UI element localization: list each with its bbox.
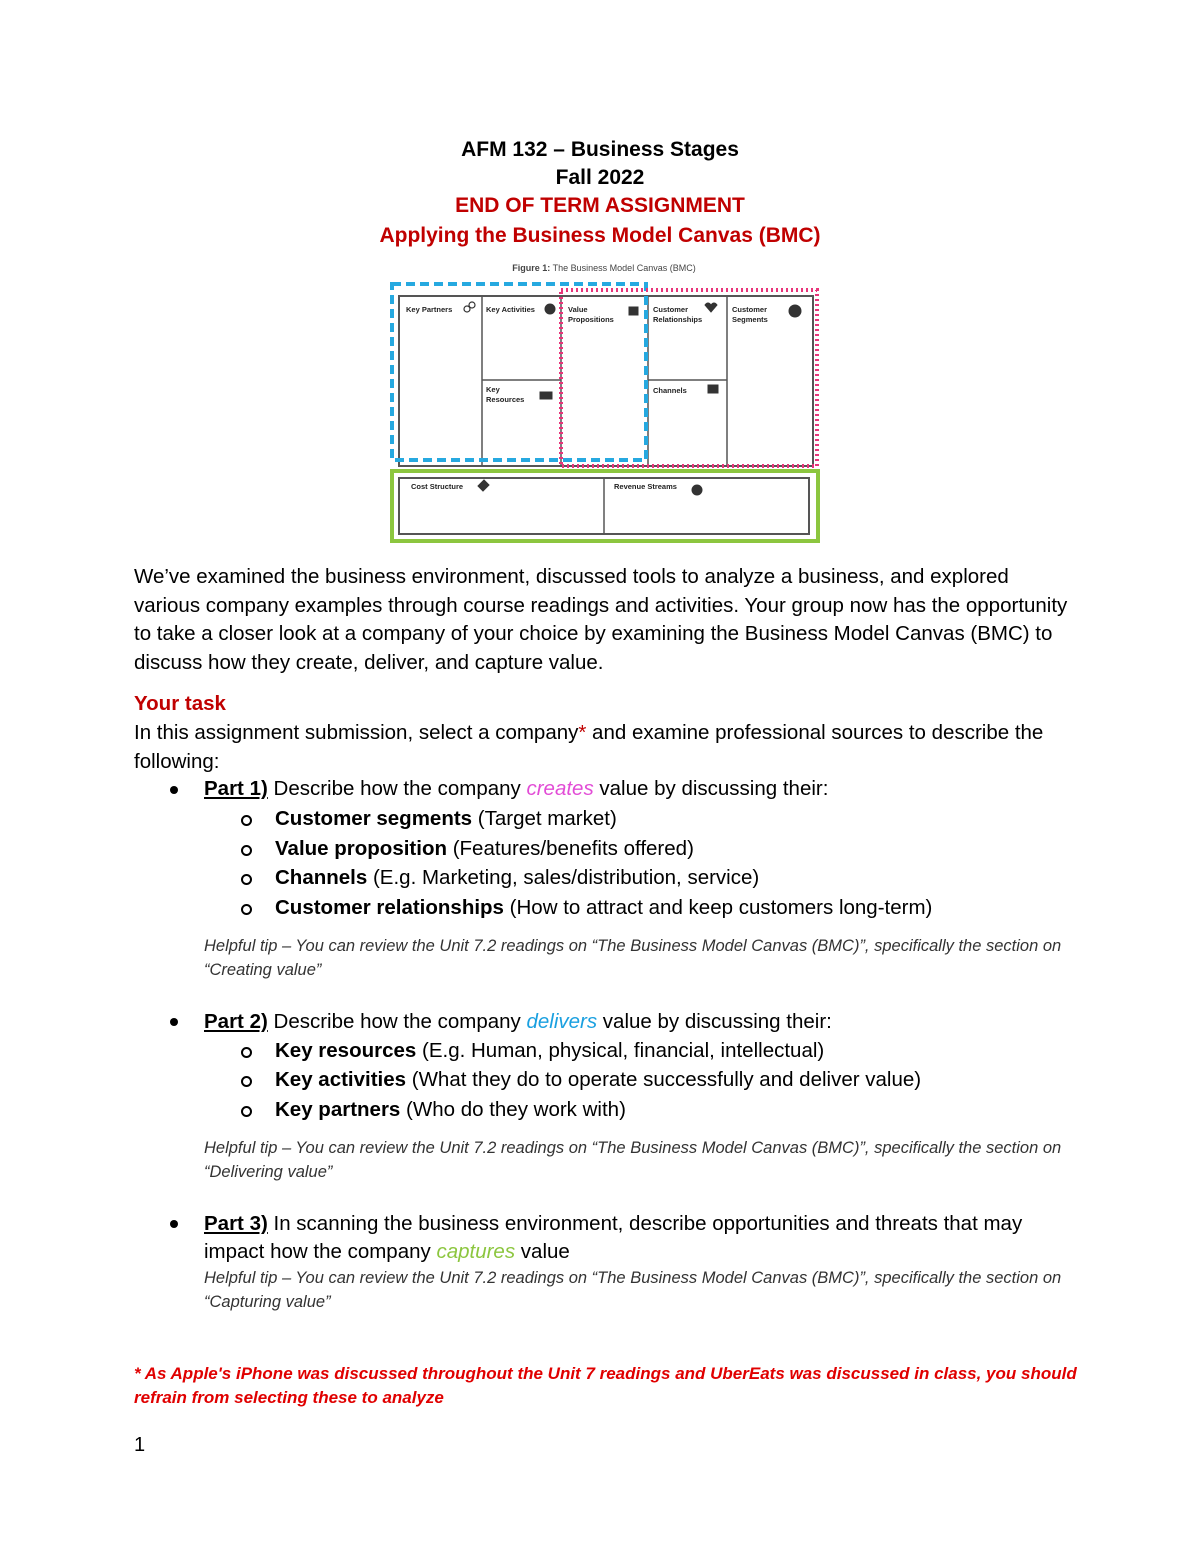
part1-item: Channels (E.g. Marketing, sales/distribution, service) bbox=[275, 866, 760, 889]
key-partners-label: Key Partners bbox=[406, 305, 453, 314]
value-propositions-label: Value bbox=[568, 305, 588, 314]
part1-line: Part 1) Describe how the company creates value by discussing their: bbox=[204, 777, 829, 800]
customer-relationships-label: Customer bbox=[653, 305, 689, 314]
task-intro: In this assignment submission, select a company* and examine professional sources to describe the following: bbox=[134, 721, 1044, 773]
part1-item: Value proposition (Features/benefits offered) bbox=[275, 837, 694, 860]
customer-relationships-label-2: Relationships bbox=[653, 315, 703, 324]
key-activities-label: Key Activities bbox=[486, 305, 535, 314]
footnote: * As Apple's iPhone was discussed throughout the Unit 7 readings and UberEats was discussed in class, you should refrain from selecting these to analyze bbox=[134, 1364, 1077, 1407]
assignment-subtitle: Applying the Business Model Canvas (BMC) bbox=[379, 224, 821, 247]
task-heading: Your task bbox=[134, 692, 226, 715]
course-title: AFM 132 – Business Stages bbox=[461, 138, 739, 161]
bmc-figure bbox=[386, 256, 822, 546]
part1-item: Customer segments (Target market) bbox=[275, 807, 617, 830]
part1-tip: Helpful tip – You can review the Unit 7.2 readings on “The Business Model Canvas (BMC)”, specifically the section on “Creating value” bbox=[204, 937, 1062, 979]
assignment-title: END OF TERM ASSIGNMENT bbox=[455, 194, 745, 217]
cost-structure-label: Cost Structure bbox=[411, 482, 464, 491]
revenue-streams-label: Revenue Streams bbox=[614, 482, 677, 491]
customer-segments-label: Customer bbox=[732, 305, 768, 314]
bullet-icon bbox=[170, 1220, 178, 1228]
bmc-diagram bbox=[386, 256, 822, 546]
page-number: 1 bbox=[134, 1434, 146, 1456]
sub-bullet-icon bbox=[241, 904, 252, 915]
part1-item: Customer relationships (How to attract and keep customers long-term) bbox=[275, 896, 933, 919]
part3-line: Part 3) In scanning the business environment, describe opportunities and threats that may bbox=[204, 1212, 1023, 1235]
part2-item: Key partners (Who do they work with) bbox=[275, 1098, 626, 1121]
part2-line: Part 2) Describe how the company delivers value by discussing their: bbox=[204, 1010, 832, 1033]
sub-bullet-icon bbox=[241, 1076, 252, 1087]
sub-bullet-icon bbox=[241, 815, 252, 826]
sub-bullet-icon bbox=[241, 845, 252, 856]
part2-item: Key activities (What they do to operate successfully and deliver value) bbox=[275, 1068, 922, 1091]
gift-icon bbox=[629, 307, 638, 315]
truck-icon bbox=[708, 385, 718, 393]
intro-paragraph: We’ve examined the business environment, discussed tools to analyze a business, and explored various company examples through course readings and activities. Your group now has the opportunity to take a closer look at a company of your choice by examining the Business Model Canvas (BMC) to discuss how they create, deliver, and capture value. bbox=[134, 565, 1068, 674]
key-resources-label-2: Resources bbox=[486, 395, 525, 404]
sub-bullet-icon bbox=[241, 1106, 252, 1117]
key-resources-label: Key bbox=[486, 385, 500, 394]
money-bag-icon bbox=[692, 485, 702, 495]
figure-caption: Figure 1: The Business Model Canvas (BMC) bbox=[512, 263, 696, 273]
resources-icon bbox=[540, 392, 552, 399]
part2-item: Key resources (E.g. Human, physical, financial, intellectual) bbox=[275, 1039, 825, 1062]
value-propositions-label-2: Propositions bbox=[568, 315, 614, 324]
segments-icon bbox=[789, 305, 801, 317]
term: Fall 2022 bbox=[555, 166, 645, 189]
part3-tip: Helpful tip – You can review the Unit 7.2 readings on “The Business Model Canvas (BMC)”, specifically the section on “Capturing value” bbox=[204, 1269, 1062, 1311]
customer-segments-label-2: Segments bbox=[732, 315, 768, 324]
bullet-icon bbox=[170, 1018, 178, 1026]
part2-tip: Helpful tip – You can review the Unit 7.2 readings on “The Business Model Canvas (BMC)”, specifically the section on “Delivering value” bbox=[204, 1139, 1062, 1181]
sub-bullet-icon bbox=[241, 1047, 252, 1058]
bullet-icon bbox=[170, 786, 178, 794]
sub-bullet-icon bbox=[241, 874, 252, 885]
part3-line-2: impact how the company captures value bbox=[204, 1240, 570, 1263]
check-icon bbox=[545, 304, 555, 314]
channels-label: Channels bbox=[653, 386, 687, 395]
